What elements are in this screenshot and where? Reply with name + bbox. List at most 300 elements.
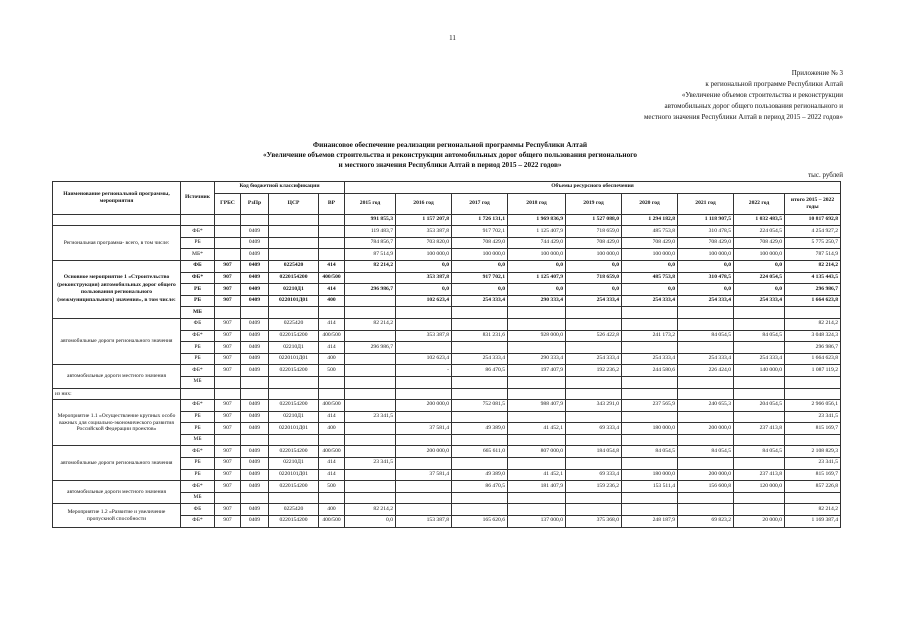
year-value-cell: 1 157 207,8	[396, 214, 452, 226]
csr-cell: 0220154200	[269, 516, 319, 528]
year-value-cell: 0,0	[508, 284, 566, 296]
source-cell: ФБ*	[181, 446, 215, 458]
total-value-cell: 1 087 119,2	[785, 365, 841, 377]
year-value-cell: 102 623,4	[396, 295, 452, 307]
header-year: 2017 год	[452, 193, 508, 214]
table-row	[53, 260, 841, 272]
rzpr-cell	[241, 307, 269, 319]
title-line: и местного значения Республики Алтай в период 2015 – 2022 годов»	[338, 160, 562, 169]
vr-cell: 400	[319, 504, 345, 516]
finance-table	[52, 181, 841, 528]
grbs-cell: 907	[215, 295, 241, 307]
year-value-cell: 744 429,0	[508, 237, 566, 249]
appendix-header	[543, 68, 843, 123]
year-value-cell	[678, 376, 734, 388]
year-value-cell: 237 413,8	[734, 423, 785, 435]
year-value-cell: 718 659,0	[566, 272, 622, 284]
year-value-cell: 296 986,7	[345, 342, 396, 354]
vr-cell	[319, 376, 345, 388]
total-value-cell: 787 514,9	[785, 249, 841, 261]
year-value-cell	[734, 342, 785, 354]
year-value-cell: 988 407,9	[508, 400, 566, 412]
year-value-cell: 84 054,5	[622, 446, 678, 458]
total-value-cell: 10 817 692,8	[785, 214, 841, 226]
csr-cell: 0220101Д01	[269, 423, 319, 435]
total-value-cell: 4 135 443,5	[785, 272, 841, 284]
year-value-cell: 49 389,0	[452, 469, 508, 481]
year-value-cell: 708 429,0	[734, 237, 785, 249]
year-value-cell	[622, 434, 678, 446]
year-value-cell: 84 054,5	[734, 446, 785, 458]
header-csr: ЦСР	[269, 193, 319, 214]
grbs-cell: 907	[215, 342, 241, 354]
year-value-cell: 237 565,9	[622, 400, 678, 412]
year-value-cell	[566, 504, 622, 516]
total-value-cell: 23 341,5	[785, 411, 841, 423]
source-cell: ФБ	[181, 318, 215, 330]
year-value-cell: 0,0	[452, 284, 508, 296]
csr-cell: 02210Д1	[269, 458, 319, 470]
year-value-cell	[345, 388, 396, 400]
table-row	[53, 504, 841, 516]
header-year: 2016 год	[396, 193, 452, 214]
year-value-cell	[396, 458, 452, 470]
year-value-cell	[622, 492, 678, 504]
rzpr-cell: 0409	[241, 353, 269, 365]
year-value-cell: 41 452,1	[508, 423, 566, 435]
appendix-line: к региональной программе Республики Алтай	[705, 80, 843, 88]
source-cell: МБ	[181, 492, 215, 504]
year-value-cell	[345, 307, 396, 319]
year-value-cell: 241 173,2	[622, 330, 678, 342]
year-value-cell	[345, 365, 396, 377]
grbs-cell	[215, 226, 241, 238]
source-cell: ФБ*	[181, 330, 215, 342]
grbs-cell: 907	[215, 330, 241, 342]
year-value-cell: 86 470,5	[452, 481, 508, 493]
vr-cell	[319, 226, 345, 238]
total-value-cell: 82 214,2	[785, 504, 841, 516]
year-value-cell: 254 333,4	[678, 353, 734, 365]
year-value-cell	[452, 342, 508, 354]
grbs-cell: 907	[215, 400, 241, 412]
csr-cell: 0220154200	[269, 400, 319, 412]
year-value-cell: 1 118 907,5	[678, 214, 734, 226]
grbs-cell: 907	[215, 504, 241, 516]
grbs-cell: 907	[215, 458, 241, 470]
vr-cell	[319, 237, 345, 249]
year-value-cell: 1 969 836,9	[508, 214, 566, 226]
appendix-line: местного значения Республики Алтай в период 2015 – 2022 годов»	[643, 113, 843, 121]
year-value-cell	[345, 295, 396, 307]
year-value-cell: 0,0	[622, 260, 678, 272]
total-value-cell: 4 254 927,2	[785, 226, 841, 238]
year-value-cell	[734, 388, 785, 400]
year-value-cell	[566, 318, 622, 330]
year-value-cell: 0,0	[566, 260, 622, 272]
source-cell: МБ*	[181, 249, 215, 261]
grbs-cell	[215, 307, 241, 319]
year-value-cell	[452, 492, 508, 504]
grbs-cell	[215, 388, 241, 400]
vr-cell	[319, 434, 345, 446]
vr-cell: 400/500	[319, 330, 345, 342]
year-value-cell	[452, 411, 508, 423]
year-value-cell	[622, 342, 678, 354]
grbs-cell: 907	[215, 260, 241, 272]
vr-cell: 400/500	[319, 272, 345, 284]
year-value-cell: 197 407,9	[508, 365, 566, 377]
year-value-cell: 224 054,5	[734, 272, 785, 284]
year-value-cell	[396, 307, 452, 319]
rzpr-cell: 0409	[241, 423, 269, 435]
vr-cell	[319, 388, 345, 400]
year-value-cell	[566, 376, 622, 388]
total-value-cell: 23 341,5	[785, 458, 841, 470]
year-value-cell: 248 187,9	[622, 516, 678, 528]
year-value-cell: 807 000,0	[508, 446, 566, 458]
year-value-cell: 0,0	[566, 284, 622, 296]
grbs-cell: 907	[215, 284, 241, 296]
year-value-cell	[678, 307, 734, 319]
year-value-cell: 204 054,5	[734, 400, 785, 412]
year-value-cell	[452, 318, 508, 330]
year-value-cell	[566, 411, 622, 423]
total-value-cell: 2 966 056,1	[785, 400, 841, 412]
total-value-cell: 3 048 324,3	[785, 330, 841, 342]
csr-cell: 0220101Д01	[269, 469, 319, 481]
year-value-cell	[734, 411, 785, 423]
total-value-cell: 5 775 250,7	[785, 237, 841, 249]
total-value-cell: 857 226,8	[785, 481, 841, 493]
year-value-cell	[345, 423, 396, 435]
source-cell: МБ	[181, 376, 215, 388]
vr-cell: 400	[319, 295, 345, 307]
grbs-cell	[215, 434, 241, 446]
year-value-cell: 290 333,4	[508, 353, 566, 365]
vr-cell	[319, 492, 345, 504]
title-line: Финансовое обеспечение реализации региональной программы Республики Алтай	[312, 140, 588, 149]
header-total: итого 2015 – 2022 годы	[785, 193, 841, 214]
year-value-cell	[345, 400, 396, 412]
title-line: «Увеличение объемов строительства и реконструкции автомобильных дорог общего пользования регионального	[262, 150, 638, 159]
grbs-cell	[215, 214, 241, 226]
year-value-cell: 82 214,2	[345, 318, 396, 330]
header-grbs: ГРБС	[215, 193, 241, 214]
year-value-cell: 0,0	[678, 284, 734, 296]
appendix-line: автомобильных дорог общего пользования регионального и	[664, 102, 843, 110]
year-value-cell	[566, 458, 622, 470]
year-value-cell: 86 470,5	[452, 365, 508, 377]
csr-cell	[269, 307, 319, 319]
csr-cell	[269, 492, 319, 504]
year-value-cell: 181 407,9	[508, 481, 566, 493]
row-name-cell: автомобильные дороги регионального значения	[53, 318, 181, 364]
vr-cell: 400/500	[319, 446, 345, 458]
year-value-cell: 375 368,0	[566, 516, 622, 528]
year-value-cell: 82 214,2	[345, 260, 396, 272]
year-value-cell: 752 081,5	[452, 400, 508, 412]
rzpr-cell: 0409	[241, 226, 269, 238]
total-value-cell: 296 986,7	[785, 342, 841, 354]
rzpr-cell: 0409	[241, 481, 269, 493]
year-value-cell: 353 387,8	[396, 226, 452, 238]
year-value-cell	[566, 342, 622, 354]
vr-cell	[319, 307, 345, 319]
year-value-cell	[345, 492, 396, 504]
document-title	[150, 140, 750, 170]
year-value-cell: 224 054,5	[734, 226, 785, 238]
vr-cell: 414	[319, 342, 345, 354]
year-value-cell: 0,0	[622, 284, 678, 296]
year-value-cell: 100 000,0	[734, 249, 785, 261]
year-value-cell: 1 125 407,9	[508, 226, 566, 238]
row-name-cell: Мероприятие 1.2 «Развитие и увеличение пропускной способности	[53, 504, 181, 527]
rzpr-cell: 0409	[241, 365, 269, 377]
rzpr-cell	[241, 388, 269, 400]
year-value-cell	[678, 458, 734, 470]
total-value-cell	[785, 376, 841, 388]
year-value-cell: 353 387,8	[396, 272, 452, 284]
header-vr: ВР	[319, 193, 345, 214]
source-cell	[181, 388, 215, 400]
year-value-cell: 718 659,0	[566, 226, 622, 238]
year-value-cell: 1 726 131,1	[452, 214, 508, 226]
page-number: 11	[449, 34, 456, 42]
rzpr-cell	[241, 434, 269, 446]
appendix-line: Приложение № 3	[791, 69, 843, 77]
year-value-cell: 1 527 088,0	[566, 214, 622, 226]
vr-cell: 414	[319, 284, 345, 296]
table-row	[53, 226, 841, 238]
year-value-cell: 84 054,5	[678, 330, 734, 342]
year-value-cell	[622, 318, 678, 330]
source-cell: ФБ	[181, 504, 215, 516]
header-year: 2015 год	[345, 193, 396, 214]
grbs-cell: 907	[215, 469, 241, 481]
source-cell: МБ	[181, 434, 215, 446]
csr-cell: 0220101Д01	[269, 295, 319, 307]
total-value-cell	[785, 434, 841, 446]
row-name-cell: Мероприятие 1.1 «Осуществление крупных особо важных для социально-экономического развития Российской Федерации проектов»	[53, 400, 181, 446]
year-value-cell	[734, 434, 785, 446]
year-value-cell: 708 429,0	[452, 237, 508, 249]
year-value-cell	[622, 307, 678, 319]
header-year: 2021 год	[678, 193, 734, 214]
year-value-cell	[452, 307, 508, 319]
rzpr-cell	[241, 376, 269, 388]
year-value-cell	[452, 376, 508, 388]
source-cell: РБ	[181, 342, 215, 354]
grbs-cell: 907	[215, 318, 241, 330]
total-value-cell: 815 169,7	[785, 423, 841, 435]
year-value-cell: 153 387,8	[396, 516, 452, 528]
csr-cell: 0220154200	[269, 481, 319, 493]
vr-cell: 400	[319, 353, 345, 365]
rzpr-cell: 0409	[241, 469, 269, 481]
year-value-cell	[678, 411, 734, 423]
csr-cell: 02210Д1	[269, 342, 319, 354]
table-row	[53, 214, 841, 226]
year-value-cell	[622, 458, 678, 470]
year-value-cell: 831 231,6	[452, 330, 508, 342]
year-value-cell	[734, 458, 785, 470]
year-value-cell: 708 429,0	[566, 237, 622, 249]
grbs-cell: 907	[215, 272, 241, 284]
vr-cell: 400/500	[319, 516, 345, 528]
rzpr-cell: 0409	[241, 295, 269, 307]
year-value-cell: 485 753,8	[622, 272, 678, 284]
vr-cell: 500	[319, 481, 345, 493]
row-name-cell: Региональная программа- всего, в том числе:	[53, 226, 181, 261]
source-cell: ФБ*	[181, 272, 215, 284]
year-value-cell	[622, 504, 678, 516]
year-value-cell: 254 333,4	[452, 295, 508, 307]
year-value-cell	[508, 376, 566, 388]
year-value-cell: 153 511,4	[622, 481, 678, 493]
year-value-cell: 82 214,2	[345, 504, 396, 516]
year-value-cell	[566, 434, 622, 446]
year-value-cell: 0,0	[734, 260, 785, 272]
year-value-cell: 917 702,1	[452, 272, 508, 284]
table-row	[53, 365, 841, 377]
year-value-cell	[452, 388, 508, 400]
table-row	[53, 481, 841, 493]
source-cell: РБ	[181, 295, 215, 307]
year-value-cell: 200 000,0	[396, 446, 452, 458]
year-value-cell: 137 000,0	[508, 516, 566, 528]
vr-cell	[319, 249, 345, 261]
year-value-cell: 991 855,3	[345, 214, 396, 226]
total-value-cell: 815 169,7	[785, 469, 841, 481]
year-value-cell	[508, 458, 566, 470]
year-value-cell: 708 429,0	[622, 237, 678, 249]
year-value-cell: 237 413,8	[734, 469, 785, 481]
units-label: тыс. рублей	[808, 171, 843, 179]
year-value-cell: 165 620,6	[452, 516, 508, 528]
year-value-cell	[566, 388, 622, 400]
year-value-cell: 23 341,5	[345, 458, 396, 470]
year-value-cell: 87 514,9	[345, 249, 396, 261]
rzpr-cell: 0409	[241, 342, 269, 354]
year-value-cell	[345, 272, 396, 284]
rzpr-cell: 0409	[241, 272, 269, 284]
total-value-cell: 296 986,7	[785, 284, 841, 296]
year-value-cell: 254 333,4	[678, 295, 734, 307]
year-value-cell: 100 000,0	[678, 249, 734, 261]
year-value-cell: 84 054,5	[734, 330, 785, 342]
csr-cell	[269, 237, 319, 249]
year-value-cell	[734, 504, 785, 516]
source-cell: МБ	[181, 307, 215, 319]
year-value-cell: 100 000,0	[396, 249, 452, 261]
year-value-cell	[622, 388, 678, 400]
year-value-cell	[452, 504, 508, 516]
rzpr-cell: 0409	[241, 330, 269, 342]
table-row	[53, 388, 841, 400]
year-value-cell: 226 424,0	[678, 365, 734, 377]
header-source: Источник	[181, 182, 215, 215]
csr-cell	[269, 214, 319, 226]
year-value-cell	[345, 434, 396, 446]
csr-cell	[269, 249, 319, 261]
year-value-cell: 49 389,0	[452, 423, 508, 435]
total-value-cell	[785, 307, 841, 319]
year-value-cell	[452, 434, 508, 446]
csr-cell: 0225420	[269, 318, 319, 330]
year-value-cell	[508, 318, 566, 330]
year-value-cell: 784 856,7	[345, 237, 396, 249]
year-value-cell: 100 000,0	[622, 249, 678, 261]
year-value-cell: 244 580,6	[622, 365, 678, 377]
csr-cell	[269, 434, 319, 446]
year-value-cell: 254 333,4	[566, 295, 622, 307]
year-value-cell	[678, 342, 734, 354]
grbs-cell: 907	[215, 365, 241, 377]
year-value-cell	[734, 492, 785, 504]
year-value-cell: 254 333,4	[452, 353, 508, 365]
year-value-cell: 120 000,0	[734, 481, 785, 493]
row-name-cell	[53, 214, 181, 226]
csr-cell: 0220154200	[269, 272, 319, 284]
header-year: 2022 год	[734, 193, 785, 214]
year-value-cell: 0,0	[678, 260, 734, 272]
year-value-cell: 343 291,0	[566, 400, 622, 412]
vr-cell: 414	[319, 469, 345, 481]
year-value-cell	[396, 342, 452, 354]
csr-cell: 0220154200	[269, 446, 319, 458]
year-value-cell	[678, 434, 734, 446]
year-value-cell: 84 054,5	[678, 446, 734, 458]
year-value-cell	[508, 504, 566, 516]
year-value-cell: 119 483,7	[345, 226, 396, 238]
vr-cell: 500	[319, 365, 345, 377]
source-cell: РБ	[181, 423, 215, 435]
grbs-cell: 907	[215, 353, 241, 365]
year-value-cell	[508, 342, 566, 354]
rzpr-cell: 0409	[241, 284, 269, 296]
csr-cell: 0220101Д01	[269, 353, 319, 365]
year-value-cell: 100 000,0	[508, 249, 566, 261]
year-value-cell: 0,0	[508, 260, 566, 272]
year-value-cell	[508, 307, 566, 319]
rzpr-cell: 0409	[241, 411, 269, 423]
year-value-cell	[345, 330, 396, 342]
year-value-cell: 20 000,0	[734, 516, 785, 528]
source-cell: ФБ	[181, 260, 215, 272]
source-cell: РБ	[181, 237, 215, 249]
row-name-cell: из них:	[53, 388, 181, 400]
year-value-cell: 254 333,4	[734, 295, 785, 307]
year-value-cell: 917 702,1	[452, 226, 508, 238]
year-value-cell: 0,0	[452, 260, 508, 272]
rzpr-cell: 0409	[241, 318, 269, 330]
source-cell: РБ	[181, 411, 215, 423]
year-value-cell: 0,0	[396, 260, 452, 272]
year-value-cell: 254 333,4	[622, 295, 678, 307]
header-name: Наименование региональной программы, мероприятия	[53, 182, 181, 215]
year-value-cell: 0,0	[345, 516, 396, 528]
total-value-cell: 1 664 623,8	[785, 353, 841, 365]
rzpr-cell: 0409	[241, 458, 269, 470]
vr-cell: 400	[319, 423, 345, 435]
total-value-cell: 1 664 623,8	[785, 295, 841, 307]
grbs-cell: 907	[215, 446, 241, 458]
year-value-cell	[452, 458, 508, 470]
rzpr-cell: 0409	[241, 249, 269, 261]
year-value-cell	[345, 469, 396, 481]
year-value-cell	[396, 388, 452, 400]
